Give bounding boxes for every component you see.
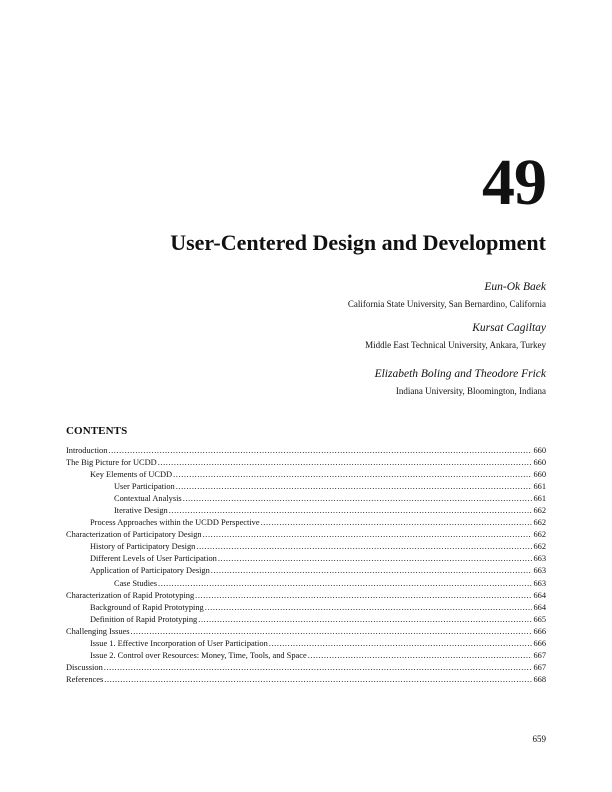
page-number: 659 [532,734,546,744]
toc-entry-title: Definition of Rapid Prototyping [90,614,198,624]
toc-entry-page: 661 [533,482,546,492]
toc-entry-title: Iterative Design [114,506,168,516]
toc-entry-title: Process Approaches within the UCDD Perspective [90,518,260,528]
toc-leader-dots [218,553,533,565]
author-block [348,280,546,310]
toc-entry[interactable] [66,541,546,553]
toc-entry-page: 662 [533,506,546,516]
toc-entry[interactable] [66,650,546,662]
toc-entry[interactable] [66,553,546,565]
toc-entry-page: 663 [533,566,546,576]
toc-entry-page: 666 [533,638,546,648]
toc-entry-page: 660 [533,458,546,468]
toc-entry-page: 662 [533,542,546,552]
toc-entry[interactable] [66,638,546,650]
toc-entry-title: History of Participatory Design [90,542,196,552]
author-name: Kursat Cagiltay [472,322,546,334]
toc-entry[interactable] [66,626,546,638]
toc-entry-title: Characterization of Participatory Design [66,530,202,540]
toc-entry-page: 661 [533,494,546,504]
toc-entry-title: Challenging Issues [66,626,130,636]
toc-entry[interactable] [66,529,546,541]
toc-leader-dots [205,602,533,614]
toc-leader-dots [261,517,533,529]
toc-leader-dots [131,626,533,638]
toc-entry-title: Characterization of Rapid Prototyping [66,590,195,600]
author-block [375,367,546,397]
toc-leader-dots [176,481,533,493]
toc-entry-page: 660 [533,470,546,480]
toc-leader-dots [108,445,532,457]
toc-entry-title: Introduction [66,446,108,455]
toc-entry-page: 668 [533,674,546,684]
table-of-contents [66,445,546,686]
toc-leader-dots [169,505,533,517]
toc-entry[interactable] [66,493,546,505]
toc-entry-page: 664 [533,602,546,612]
toc-leader-dots [158,578,532,590]
toc-entry-page: 666 [533,626,546,636]
toc-entry-title: User Participation [114,482,175,492]
author-name: Eun-Ok Baek [484,281,546,293]
author-block [365,321,546,351]
toc-leader-dots [196,541,532,553]
toc-leader-dots [104,662,533,674]
toc-entry-title: Background of Rapid Prototyping [90,602,204,612]
author-affiliation: Indiana University, Bloomington, Indiana [395,386,546,396]
toc-entry-title: References [66,674,104,684]
toc-entry[interactable] [66,674,546,686]
toc-entry-title: Application of Participatory Design [90,566,210,576]
toc-entry-page: 662 [533,530,546,540]
toc-leader-dots [195,590,532,602]
toc-entry-page: 663 [533,554,546,564]
toc-entry-title: Key Elements of UCDD [90,470,173,480]
author-affiliation: Middle East Technical University, Ankara, Turkey [365,340,546,350]
chapter-number: 49 [482,146,546,219]
toc-entry[interactable] [66,614,546,626]
toc-entry-title: The Big Picture for UCDD [66,458,157,468]
toc-entry[interactable] [66,565,546,577]
toc-entry-title: Contextual Analysis [114,494,182,504]
toc-entry-page: 665 [533,614,546,624]
toc-entry-page: 664 [533,590,546,600]
chapter-title: User-Centered Design and Development [170,230,546,255]
toc-leader-dots [183,493,533,505]
toc-entry[interactable] [66,469,546,481]
toc-leader-dots [104,674,532,686]
toc-entry[interactable] [66,481,546,493]
toc-leader-dots [269,638,533,650]
toc-entry-title: Discussion [66,662,103,672]
toc-entry[interactable] [66,662,546,674]
toc-entry[interactable] [66,457,546,469]
toc-entry-page: 667 [533,662,546,672]
toc-entry-page: 663 [533,578,546,588]
toc-leader-dots [211,565,533,577]
toc-entry-title: Issue 2. Control over Resources: Money, Time, Tools, and Space [90,650,307,660]
toc-leader-dots [308,650,533,662]
toc-entry[interactable] [66,602,546,614]
toc-entry[interactable] [66,505,546,517]
toc-leader-dots [203,529,533,541]
toc-entry[interactable] [66,590,546,602]
toc-leader-dots [173,469,532,481]
toc-entry-title: Issue 1. Effective Incorporation of User Participation [90,638,268,648]
toc-entry-title: Case Studies [114,578,158,588]
toc-entry-page: 662 [533,518,546,528]
toc-entry-page: 667 [533,650,546,660]
toc-entry[interactable] [66,517,546,529]
toc-entry[interactable] [66,445,546,457]
toc-leader-dots [198,614,532,626]
toc-entry-page: 660 [533,446,546,455]
toc-leader-dots [158,457,533,469]
author-name: Elizabeth Boling and Theodore Frick [374,368,546,380]
toc-entry-title: Different Levels of User Participation [90,554,217,564]
contents-heading: CONTENTS [66,425,128,437]
toc-entry[interactable] [66,578,546,590]
author-affiliation: California State University, San Bernardino, California [347,299,546,309]
